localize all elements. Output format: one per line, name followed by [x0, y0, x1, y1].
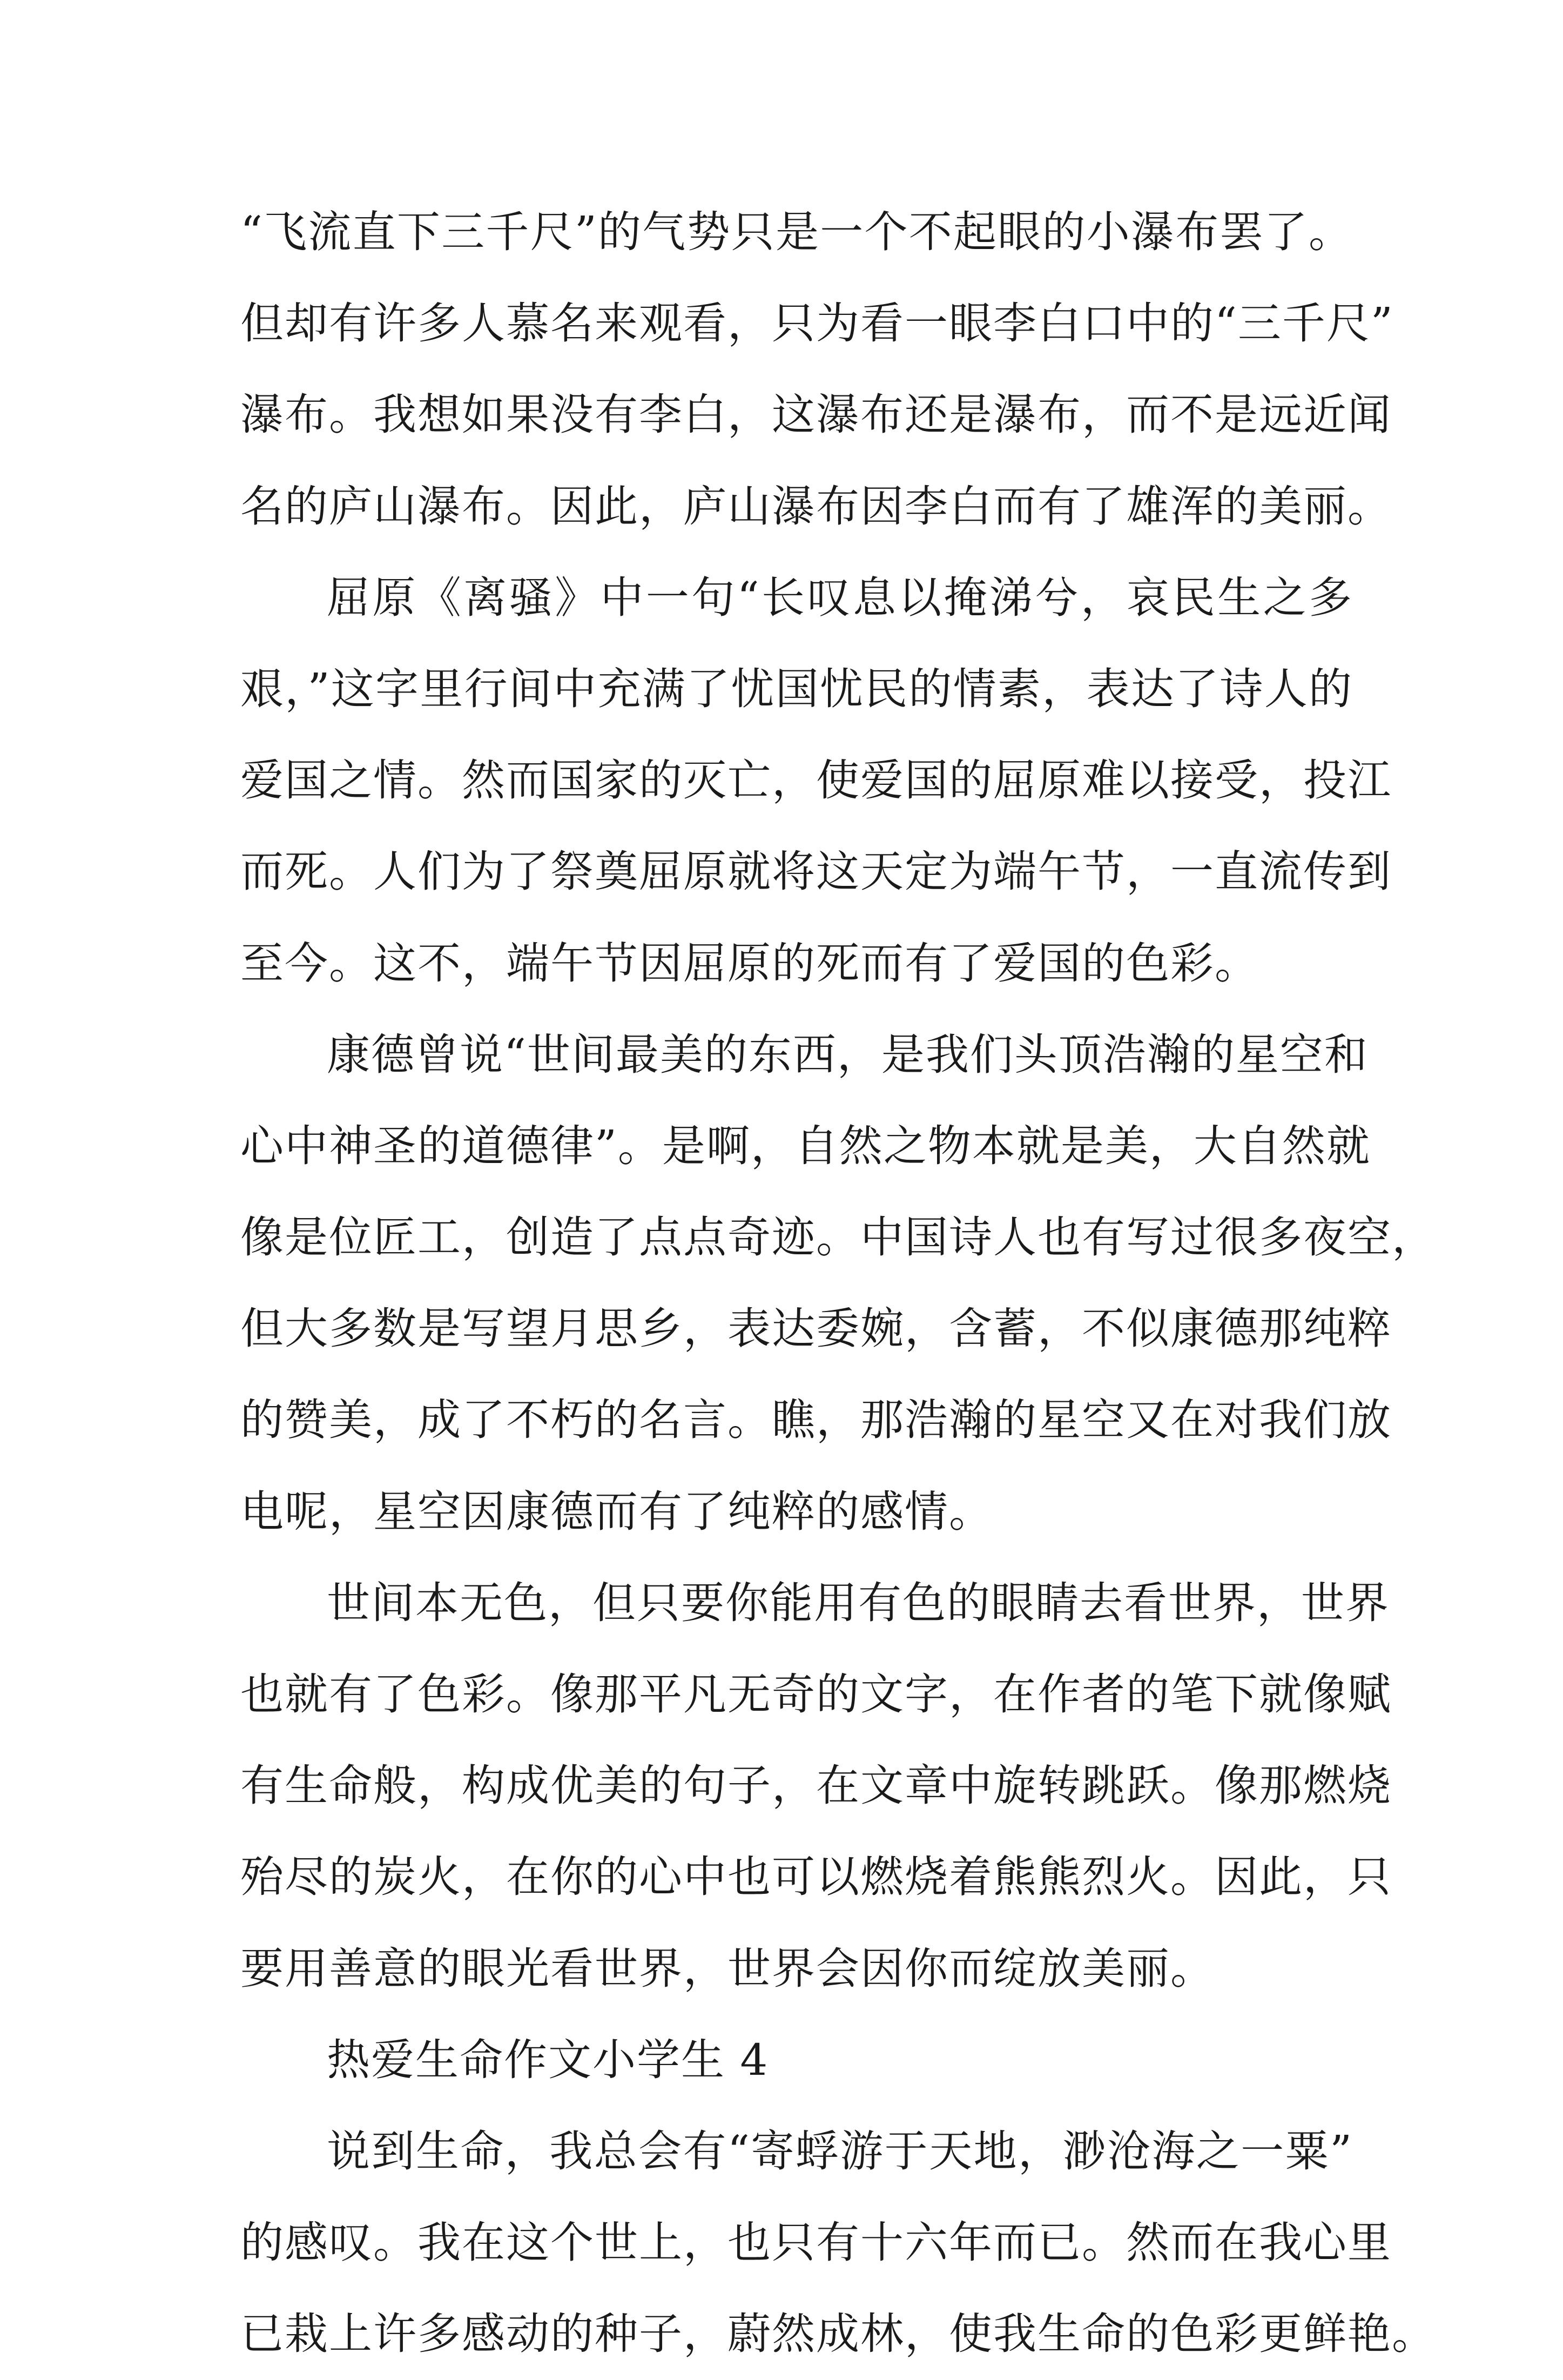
text-line: 有生命般，构成优美的句子，在文章中旋转跳跃。像那燃烧	[240, 1760, 1392, 1811]
text-line: 但却有许多人慕名来观看，只为看一眼李白口中的“三千尺”	[240, 298, 1394, 349]
text-line: 已栽上许多感动的种子，蔚然成林，使我生命的色彩更鲜艳。	[240, 2309, 1436, 2359]
text-line: 至今。这不，端午节因屈原的死而有了爱国的色彩。	[240, 938, 1259, 989]
text-line: 心中神圣的道德律”。是啊，自然之物本就是美，大自然就	[240, 1120, 1371, 1171]
text-line: 的赞美，成了不朽的名言。瞧，那浩瀚的星空又在对我们放	[240, 1395, 1392, 1446]
text-line: 也就有了色彩。像那平凡无奇的文字，在作者的笔下就像赋	[240, 1669, 1392, 1719]
text-line: 瀑布。我想如果没有李白，这瀑布还是瀑布，而不是远近闻	[240, 389, 1392, 440]
text-line: 要用善意的眼光看世界，世界会因你而绽放美丽。	[240, 1943, 1215, 1994]
text-line: 而死。人们为了祭奠屈原就将这天定为端午节，一直流传到	[240, 846, 1392, 897]
text-line: “飞流直下三千尺”的气势只是一个不起眼的小瀑布罢了。	[240, 207, 1353, 257]
essay-text	[240, 186, 1436, 2380]
text-line: 电呢，星空因康德而有了纯粹的感情。	[240, 1486, 993, 1537]
text-line: 爱国之情。然而国家的灭亡，使爱国的屈原难以接受，投江	[240, 755, 1392, 806]
text-line: 屈原《离骚》中一句“长叹息以掩涕兮，哀民生之多	[327, 572, 1353, 623]
text-line: 殆尽的炭火，在你的心中也可以燃烧着熊熊烈火。因此，只	[240, 1852, 1392, 1902]
text-line: 但大多数是写望月思乡，表达委婉，含蓄，不似康德那纯粹	[240, 1303, 1392, 1354]
text-line: 像是位匠工，创造了点点奇迹。中国诗人也有写过很多夜空，	[240, 1212, 1436, 1263]
text-line: 康德曾说“世间最美的东西，是我们头顶浩瀚的星空和	[327, 1029, 1369, 1080]
text-line: 的感叹。我在这个世上，也只有十六年而已。然而在我心里	[240, 2217, 1392, 2268]
text-line: 世间本无色，但只要你能用有色的眼睛去看世界，世界	[327, 1577, 1390, 1628]
text-line: 名的庐山瀑布。因此，庐山瀑布因李白而有了雄浑的美丽。	[240, 481, 1392, 532]
text-line: 说到生命，我总会有“寄蜉游于天地，渺沧海之一粟”	[327, 2126, 1353, 2176]
text-line: 热爱生命作文小学生 4	[327, 2034, 769, 2085]
text-line: 艰，”这字里行间中充满了忧国忧民的情素，表达了诗人的	[240, 663, 1353, 714]
